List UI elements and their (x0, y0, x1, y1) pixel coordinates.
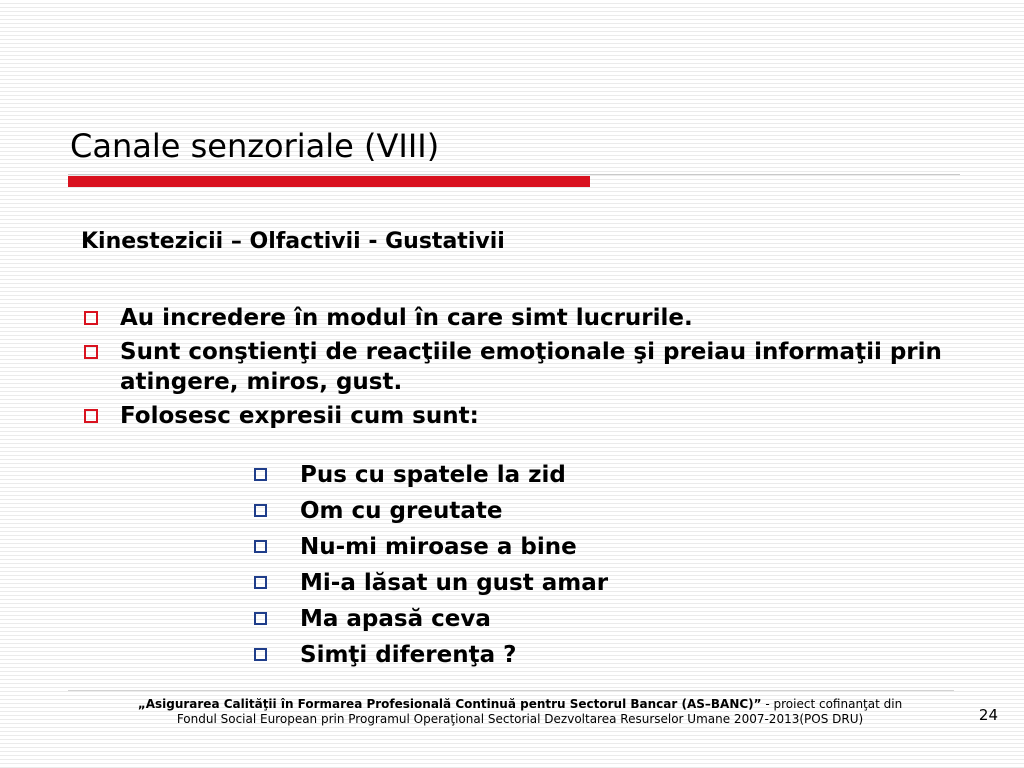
bullet-text: Folosesc expresii cum sunt: (120, 403, 479, 429)
square-bullet-icon (254, 468, 267, 481)
bullet-list (80, 303, 960, 435)
square-bullet-icon (254, 648, 267, 661)
expression-item (254, 601, 854, 637)
page-number: 24 (978, 706, 998, 724)
footer-cofinancing: - proiect cofinanţat din (761, 697, 903, 711)
expression-text: Mi-a lăsat un gust amar (300, 570, 609, 596)
footer-line-2: Fondul Social European prin Programul Operaţional Sectorial Dezvoltarea Resurselor Umane 2007-2013(POS DRU) (176, 712, 864, 726)
expression-item (254, 529, 854, 565)
expression-list (254, 457, 854, 673)
footer-project-name: „Asigurarea Calităţii în Formarea Profesională Continuă pentru Sectorul Bancar (AS–BANC)” (137, 697, 762, 711)
expression-text: Ma apasă ceva (300, 606, 491, 632)
bullet-item (80, 401, 960, 431)
expression-text: Pus cu spatele la zid (300, 462, 566, 488)
expression-text: Nu-mi miroase a bine (300, 534, 577, 560)
footer-text (100, 697, 940, 727)
slide-title: Canale senzoriale (VIII) (70, 127, 440, 165)
footer-line-1 (100, 697, 940, 712)
expression-text: Simţi diferenţa ? (300, 642, 517, 668)
expression-item (254, 637, 854, 673)
square-bullet-icon (84, 409, 98, 423)
footer-divider-line (68, 690, 954, 691)
square-bullet-icon (254, 612, 267, 625)
bullet-text: Sunt conştienţi de reacţiile emoţionale şi preiau informaţii prin atingere, miros, gust. (120, 339, 942, 395)
slide-subtitle: Kinestezicii – Olfactivii - Gustativii (81, 229, 505, 254)
expression-item (254, 457, 854, 493)
square-bullet-icon (254, 504, 267, 517)
expression-item (254, 565, 854, 601)
title-accent-bar (68, 176, 590, 187)
title-divider-line (68, 174, 960, 175)
bullet-item (80, 337, 960, 397)
square-bullet-icon (254, 576, 267, 589)
bullet-text: Au incredere în modul în care simt lucrurile. (120, 305, 693, 331)
square-bullet-icon (84, 311, 98, 325)
bullet-item (80, 303, 960, 333)
square-bullet-icon (84, 345, 98, 359)
expression-text: Om cu greutate (300, 498, 503, 524)
expression-item (254, 493, 854, 529)
square-bullet-icon (254, 540, 267, 553)
